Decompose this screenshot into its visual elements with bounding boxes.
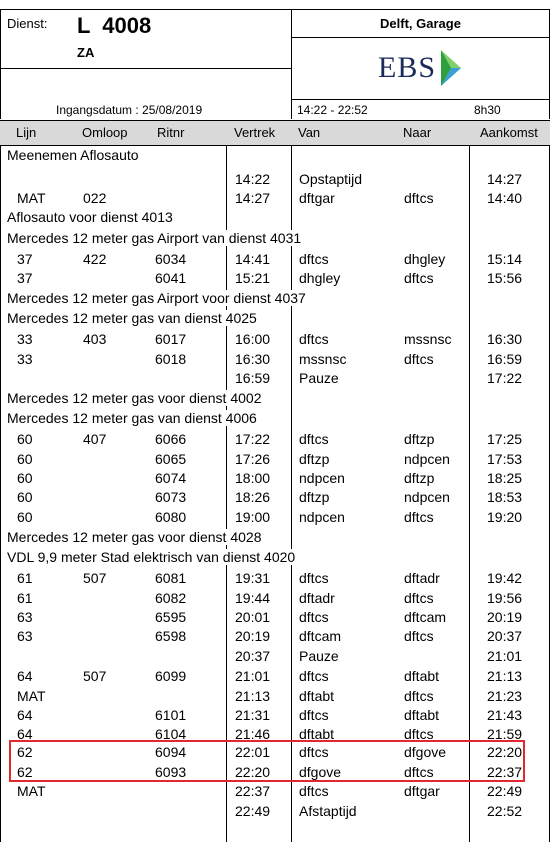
section-heading: Mercedes 12 meter gas van dienst 4025 [7, 310, 257, 326]
cell-lijn: 63 [17, 609, 33, 625]
cell-ritnr: 6094 [155, 744, 187, 760]
cell-lijn: MAT [17, 688, 46, 704]
cell-vertrek: 20:19 [235, 628, 271, 644]
cell-van: dftcs [299, 707, 329, 723]
cell-van: ndpcen [299, 509, 345, 525]
cell-omloop: 403 [83, 331, 107, 347]
cell-van: dftzp [299, 489, 330, 505]
cell-lijn: 33 [17, 331, 33, 347]
cell-aankomst: 18:53 [487, 489, 523, 505]
section-heading: Mercedes 12 meter gas Airport van dienst 4031 [7, 230, 302, 246]
cell-lijn: MAT [17, 783, 46, 799]
ingangsdatum: Ingangsdatum : 25/08/2019 [56, 103, 203, 117]
section-heading: Mercedes 12 meter gas Airport voor dienst 4037 [7, 290, 306, 306]
section-heading: Aflosauto voor dienst 4013 [7, 209, 173, 225]
cell-vertrek: 18:26 [235, 489, 271, 505]
cell-van: dftcs [299, 331, 329, 347]
cell-lijn: 33 [17, 351, 33, 367]
section-heading: VDL 9,9 meter Stad elektrisch van dienst 4020 [7, 549, 296, 565]
cell-vertrek: 19:00 [235, 509, 271, 525]
section-heading: Mercedes 12 meter gas van dienst 4006 [7, 410, 257, 426]
cell-lijn: MAT [17, 190, 46, 206]
time-range: 14:22 - 22:52 [297, 103, 368, 117]
cell-naar: dftcs [404, 628, 434, 644]
cell-naar: dftcs [404, 726, 434, 742]
logo-text: EBS [378, 51, 437, 84]
cell-van: dftcs [299, 783, 329, 799]
cell-ritnr: 6099 [155, 668, 187, 684]
cell-vertrek: 14:27 [235, 190, 271, 206]
cell-lijn: 61 [17, 570, 33, 586]
cell-lijn: 64 [17, 707, 33, 723]
cell-van: ndpcen [299, 470, 345, 486]
col-ritnr: Ritnr [157, 125, 185, 140]
cell-naar: dhgley [404, 251, 446, 267]
cell-vertrek: 21:01 [235, 668, 271, 684]
cell-naar: dftgar [404, 783, 440, 799]
cell-ritnr: 6080 [155, 509, 187, 525]
cell-ritnr: 6101 [155, 707, 187, 723]
cell-naar: dftcs [404, 190, 434, 206]
cell-aankomst: 21:01 [487, 648, 523, 664]
cell-aankomst: 18:25 [487, 470, 523, 486]
cell-omloop: 407 [83, 431, 107, 447]
cell-van: Pauze [299, 648, 339, 664]
cell-lijn: 60 [17, 489, 33, 505]
cell-lijn: 64 [17, 726, 33, 742]
cell-van: dftcs [299, 431, 329, 447]
cell-ritnr: 6065 [155, 451, 187, 467]
cell-aankomst: 15:56 [487, 270, 523, 286]
cell-van: dftgar [299, 190, 335, 206]
cell-aankomst: 22:20 [487, 744, 523, 760]
cell-aankomst: 21:59 [487, 726, 523, 742]
cell-naar: dftcs [404, 351, 434, 367]
dienst-label: Dienst: [7, 16, 48, 31]
section-heading: Meenemen Aflosauto [7, 147, 139, 163]
cell-lijn: 62 [17, 744, 33, 760]
cell-van: dftabt [299, 726, 335, 742]
cell-lijn: 61 [17, 590, 33, 606]
cell-vertrek: 22:01 [235, 744, 271, 760]
cell-omloop: 422 [83, 251, 107, 267]
cell-naar: ndpcen [404, 451, 450, 467]
cell-vertrek: 18:00 [235, 470, 271, 486]
duration: 8h30 [474, 103, 501, 117]
cell-ritnr: 6598 [155, 628, 187, 644]
logo-leaf-icon [439, 48, 463, 88]
cell-vertrek: 22:20 [235, 764, 271, 780]
cell-van: dfgove [299, 764, 342, 780]
cell-van: Pauze [299, 370, 339, 386]
col-lijn: Lijn [16, 125, 37, 140]
cell-van: dftcs [299, 609, 329, 625]
cell-aankomst: 22:37 [487, 764, 523, 780]
cell-naar: dftadr [404, 570, 440, 586]
cell-lijn: 63 [17, 628, 33, 644]
col-aankomst: Aankomst [480, 125, 538, 140]
cell-lijn: 37 [17, 251, 33, 267]
cell-vertrek: 21:46 [235, 726, 271, 742]
cell-naar: dftzp [404, 431, 435, 447]
cell-vertrek: 14:22 [235, 171, 271, 187]
cell-naar: dftcs [404, 688, 434, 704]
cell-vertrek: 20:01 [235, 609, 271, 625]
cell-vertrek: 15:21 [235, 270, 271, 286]
cell-vertrek: 17:26 [235, 451, 271, 467]
cell-aankomst: 17:53 [487, 451, 523, 467]
cell-naar: dftcs [404, 764, 434, 780]
cell-ritnr: 6074 [155, 470, 187, 486]
cell-aankomst: 14:40 [487, 190, 523, 206]
cell-lijn: 60 [17, 451, 33, 467]
cell-lijn: 60 [17, 509, 33, 525]
cell-omloop: 507 [83, 668, 107, 684]
cell-naar: dftcs [404, 270, 434, 286]
col-van: Van [298, 125, 321, 140]
section-heading: Mercedes 12 meter gas voor dienst 4002 [7, 390, 262, 406]
cell-lijn: 62 [17, 764, 33, 780]
cell-ritnr: 6082 [155, 590, 187, 606]
cell-van: dftcs [299, 570, 329, 586]
cell-van: dftcs [299, 251, 329, 267]
cell-ritnr: 6017 [155, 331, 187, 347]
cell-ritnr: 6041 [155, 270, 187, 286]
cell-aankomst: 20:37 [487, 628, 523, 644]
cell-vertrek: 16:30 [235, 351, 271, 367]
cell-aankomst: 16:59 [487, 351, 523, 367]
cell-aankomst: 21:43 [487, 707, 523, 723]
cell-vertrek: 22:49 [235, 803, 271, 819]
col-vertrek: Vertrek [234, 125, 276, 140]
cell-ritnr: 6034 [155, 251, 187, 267]
cell-vertrek: 16:59 [235, 370, 271, 386]
cell-naar: dftcs [404, 590, 434, 606]
cell-aankomst: 21:23 [487, 688, 523, 704]
cell-van: mssnsc [299, 351, 347, 367]
cell-aankomst: 17:22 [487, 370, 523, 386]
cell-naar: dftabt [404, 707, 440, 723]
cell-aankomst: 14:27 [487, 171, 523, 187]
cell-vertrek: 19:44 [235, 590, 271, 606]
cell-naar: dfgove [404, 744, 447, 760]
cell-aankomst: 19:56 [487, 590, 523, 606]
cell-van: dftcs [299, 668, 329, 684]
cell-van: Afstaptijd [299, 803, 357, 819]
cell-naar: dftcs [404, 509, 434, 525]
cell-van: dftcam [299, 628, 342, 644]
cell-lijn: 60 [17, 431, 33, 447]
cell-van: dftzp [299, 451, 330, 467]
cell-aankomst: 22:52 [487, 803, 523, 819]
cell-ritnr: 6595 [155, 609, 187, 625]
cell-van: dftcs [299, 744, 329, 760]
cell-ritnr: 6081 [155, 570, 187, 586]
col-omloop: Omloop [82, 125, 128, 140]
cell-vertrek: 16:00 [235, 331, 271, 347]
cell-naar: dftabt [404, 668, 440, 684]
dienst-sub: ZA [77, 45, 95, 60]
cell-omloop: 022 [83, 190, 107, 206]
cell-vertrek: 20:37 [235, 648, 271, 664]
cell-vertrek: 22:37 [235, 783, 271, 799]
col-naar: Naar [403, 125, 432, 140]
cell-vertrek: 19:31 [235, 570, 271, 586]
cell-ritnr: 6018 [155, 351, 187, 367]
cell-aankomst: 22:49 [487, 783, 523, 799]
cell-ritnr: 6066 [155, 431, 187, 447]
dienst-number: L 4008 [77, 13, 152, 38]
cell-vertrek: 14:41 [235, 251, 271, 267]
cell-lijn: 64 [17, 668, 33, 684]
cell-van: dftabt [299, 688, 335, 704]
section-heading: Mercedes 12 meter gas voor dienst 4028 [7, 529, 262, 545]
cell-aankomst: 17:25 [487, 431, 523, 447]
location: Delft, Garage [380, 16, 461, 31]
cell-omloop: 507 [83, 570, 107, 586]
cell-ritnr: 6073 [155, 489, 187, 505]
cell-ritnr: 6093 [155, 764, 187, 780]
cell-van: Opstaptijd [299, 171, 363, 187]
cell-ritnr: 6104 [155, 726, 187, 742]
cell-lijn: 60 [17, 470, 33, 486]
highlight-box [9, 740, 525, 782]
cell-aankomst: 19:20 [487, 509, 523, 525]
cell-lijn: 37 [17, 270, 33, 286]
cell-van: dhgley [299, 270, 341, 286]
cell-naar: ndpcen [404, 489, 450, 505]
cell-aankomst: 15:14 [487, 251, 523, 267]
cell-aankomst: 19:42 [487, 570, 523, 586]
cell-naar: dftzp [404, 470, 435, 486]
cell-vertrek: 21:13 [235, 688, 271, 704]
cell-aankomst: 21:13 [487, 668, 523, 684]
cell-aankomst: 16:30 [487, 331, 523, 347]
cell-aankomst: 20:19 [487, 609, 523, 625]
cell-naar: dftcam [404, 609, 447, 625]
cell-naar: mssnsc [404, 331, 452, 347]
cell-vertrek: 21:31 [235, 707, 271, 723]
cell-van: dftadr [299, 590, 335, 606]
cell-vertrek: 17:22 [235, 431, 271, 447]
